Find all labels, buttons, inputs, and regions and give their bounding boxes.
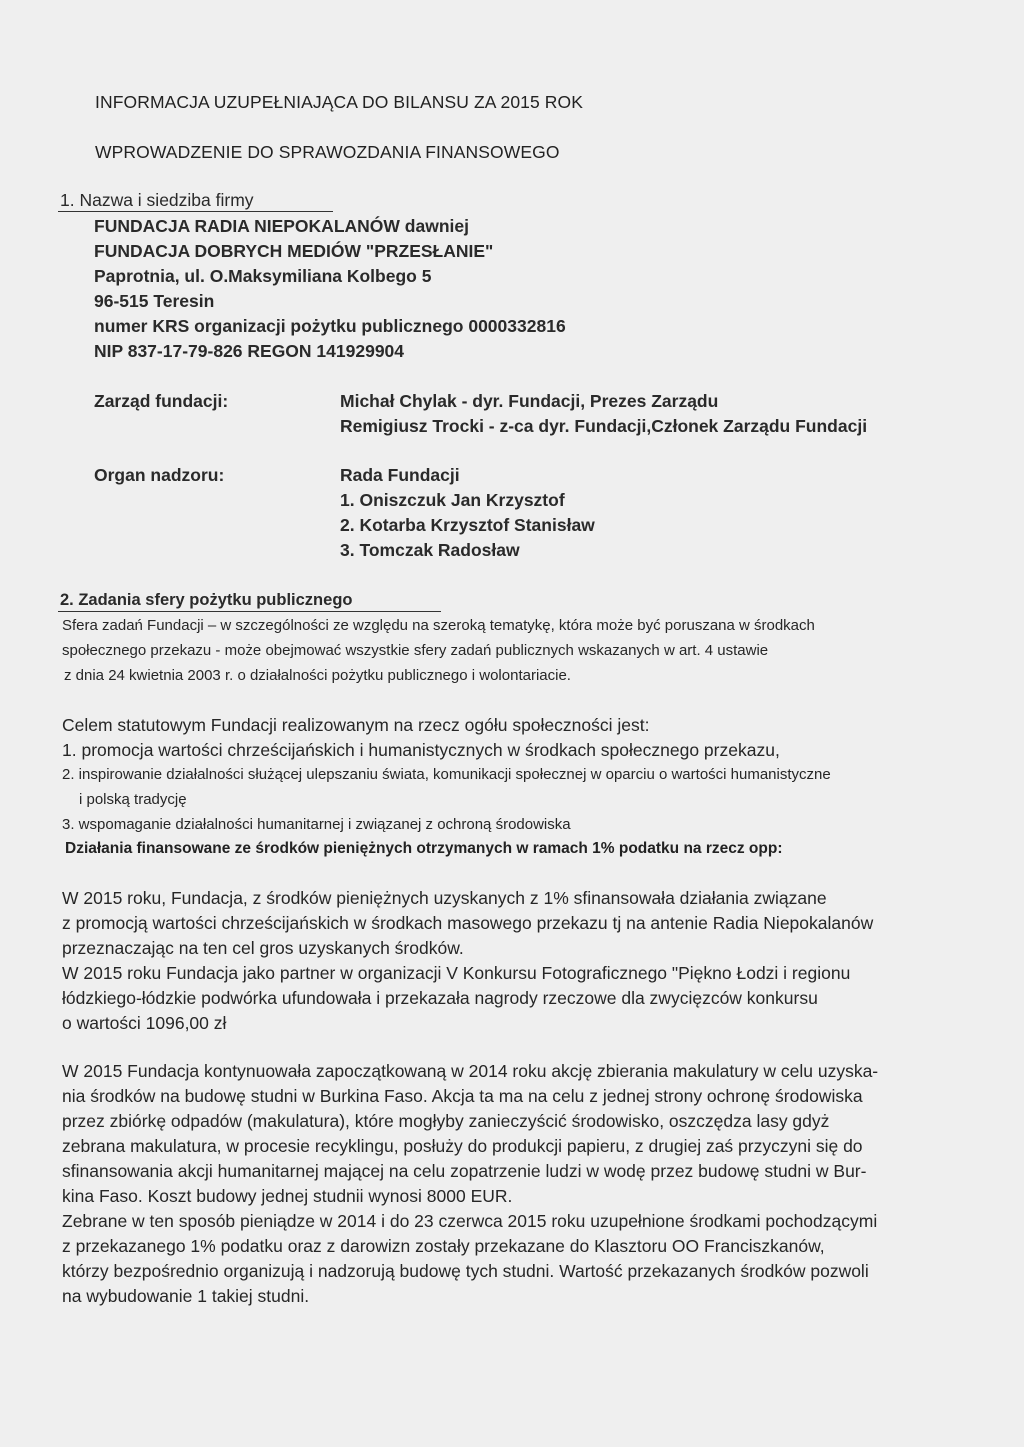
paragraph1-line-5: łódzkiego-łódzkie podwórka ufundowała i przekazała nagrody rzeczowe dla zwycięzców konkursu xyxy=(62,988,818,1008)
section2-line-3: z dnia 24 kwietnia 2003 r. o działalności pożytku publicznego i wolontariacie. xyxy=(64,667,571,684)
paragraph2-line-4: zebrana makulatura, w procesie recyklingu, posłuży do produkcji papieru, z drugiej zaś przyczyni się do xyxy=(62,1136,863,1156)
board-label: Zarząd fundacji: xyxy=(94,391,229,411)
document-heading: INFORMACJA UZUPEŁNIAJĄCA DO BILANSU ZA 2015 ROK xyxy=(95,92,584,112)
section2-title-underline xyxy=(58,611,441,612)
goal-item-2-line-2: i polską tradycję xyxy=(79,791,187,808)
goals-intro: Celem statutowym Fundacji realizowanym na rzecz ogółu społeczności jest: xyxy=(62,715,650,735)
section2-title: 2. Zadania sfery pożytku publicznego xyxy=(60,591,353,609)
section1-title: 1. Nazwa i siedziba firmy xyxy=(60,190,254,210)
company-krs-line: numer KRS organizacji pożytku publicznego 0000332816 xyxy=(94,316,566,336)
company-postal-line: 96-515 Teresin xyxy=(94,291,215,311)
paragraph1-line-2: z promocją wartości chrześcijańskich w środkach masowego przekazu tj na antenie Radia Niepokalanów xyxy=(62,913,874,933)
supervisory-member-2: 2. Kotarba Krzysztof Stanisław xyxy=(340,515,595,535)
section2-line-1: Sfera zadań Fundacji – w szczególności ze względu na szeroką tematykę, która może być poruszana w środkach xyxy=(62,617,815,634)
company-nip-regon-line: NIP 837-17-79-826 REGON 141929904 xyxy=(94,341,405,361)
paragraph2-line-6: kina Faso. Koszt budowy jednej studnii wynosi 8000 EUR. xyxy=(62,1186,513,1206)
company-name-line: FUNDACJA RADIA NIEPOKALANÓW dawniej xyxy=(94,216,469,236)
paragraph1-line-6: o wartości 1096,00 zł xyxy=(62,1013,227,1033)
one-percent-heading: Działania finansowane ze środków pieniężnych otrzymanych w ramach 1% podatku na rzecz opp: xyxy=(65,840,783,857)
supervisory-body: Rada Fundacji xyxy=(340,465,460,485)
board-member-2: Remigiusz Trocki - z-ca dyr. Fundacji,Członek Zarządu Fundacji xyxy=(340,416,868,436)
paragraph2-line-5: sfinansowania akcji humanitarnej mającej na celu zopatrzenie ludzi w wodę przez budowę studni w Bur- xyxy=(62,1161,867,1181)
supervisory-label: Organ nadzoru: xyxy=(94,465,225,485)
paragraph2-line-8: z przekazanego 1% podatku oraz z darowizn zostały przekazane do Klasztoru OO Franciszkanów, xyxy=(62,1236,825,1256)
goal-item-2-line-1: 2. inspirowanie działalności służącej ulepszaniu świata, komunikacji społecznej w oparciu o wartości humanistyczne xyxy=(62,766,831,783)
paragraph2-line-2: nia środków na budowę studni w Burkina Faso. Akcja ta ma na celu z jednej strony ochronę środowiska xyxy=(62,1086,863,1106)
paragraph1-line-3: przeznaczając na ten cel gros uzyskanych środków. xyxy=(62,938,464,958)
board-member-1: Michał Chylak - dyr. Fundacji, Prezes Zarządu xyxy=(340,391,719,411)
goal-item-1: 1. promocja wartości chrześcijańskich i humanistycznych w środkach społecznego przekazu, xyxy=(62,740,780,760)
supervisory-member-3: 3. Tomczak Radosław xyxy=(340,540,520,560)
paragraph2-line-1: W 2015 Fundacja kontynuowała zapoczątkowaną w 2014 roku akcję zbierania makulatury w celu uzyska- xyxy=(62,1061,879,1081)
company-former-name-line: FUNDACJA DOBRYCH MEDIÓW "PRZESŁANIE" xyxy=(94,241,494,261)
paragraph2-line-9: którzy bezpośrednio organizują i nadzorują budowę tych studni. Wartość przekazanych środków pozwoli xyxy=(62,1261,869,1281)
paragraph1-line-1: W 2015 roku, Fundacja, z środków pieniężnych uzyskanych z 1% sfinansowała działania związane xyxy=(62,888,827,908)
supervisory-member-1: 1. Oniszczuk Jan Krzysztof xyxy=(340,490,565,510)
section2-line-2: społecznego przekazu - może obejmować wszystkie sfery zadań publicznych wskazanych w art. 4 ustawie xyxy=(62,642,769,659)
goal-item-3: 3. wspomaganie działalności humanitarnej i związanej z ochroną środowiska xyxy=(62,816,571,833)
paragraph2-line-10: na wybudowanie 1 takiej studni. xyxy=(62,1286,310,1306)
paragraph2-line-3: przez zbiórkę odpadów (makulatura), które mogłyby zanieczyścić środowisko, oszczędza lasy gdyż xyxy=(62,1111,830,1131)
paragraph2-line-7: Zebrane w ten sposób pieniądze w 2014 i do 23 czerwca 2015 roku uzupełnione środkami pochodzącymi xyxy=(62,1211,878,1231)
section1-title-underline xyxy=(58,211,333,212)
company-address-line: Paprotnia, ul. O.Maksymiliana Kolbego 5 xyxy=(94,266,432,286)
document-subheading: WPROWADZENIE DO SPRAWOZDANIA FINANSOWEGO xyxy=(95,142,560,162)
paragraph1-line-4: W 2015 roku Fundacja jako partner w organizacji V Konkursu Fotograficznego "Piękno Łodzi i regionu xyxy=(62,963,851,983)
